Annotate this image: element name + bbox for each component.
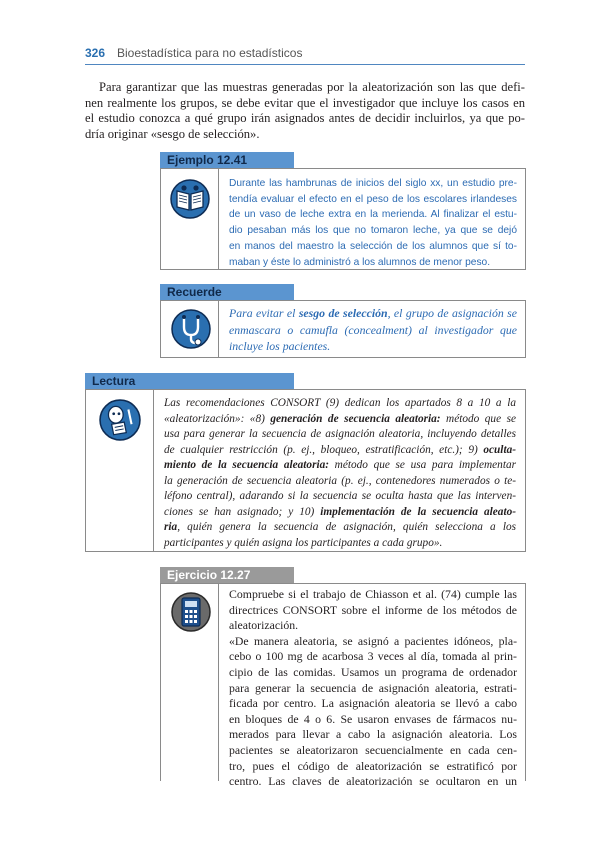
calculator-icon (171, 592, 211, 632)
lectura-emphasis: miento de la secuencia aleatoria: (164, 459, 330, 471)
lectura-line: participantes y quién asigna los participantes a cada grupo». (164, 536, 443, 549)
ejercicio-line: Compruebe si el trabajo de Chiasson et al. (74) cumple las (229, 587, 517, 601)
lectura-line (164, 412, 516, 428)
ejercicio-line: centro. Las claves de aleatorización se ocultaron en un (229, 774, 517, 789)
lectura-emphasis: ria (164, 521, 178, 533)
ejemplo-line: maban y éste lo administró a los alumnos de menor peso. (229, 256, 491, 268)
recuerde-icon-cell (161, 301, 219, 357)
intro-line: nen realmente los grupos, se debe evitar que el investigador que incluye los casos en (85, 95, 525, 110)
lectura-line (164, 520, 516, 536)
lectura-text-part: método que se usa para implementar (329, 459, 517, 471)
book-reader-icon (170, 179, 210, 219)
lectura-text-part: método que se (440, 412, 516, 425)
recuerde-line (229, 305, 517, 322)
reading-person-icon (99, 399, 141, 441)
lectura-text (164, 396, 516, 551)
lectura-line (164, 443, 516, 459)
lectura-label: Lectura (85, 373, 294, 389)
lectura-text-part: ciones se han asignado; y 10) (164, 505, 321, 518)
recuerde-label: Recuerde (160, 284, 294, 300)
ejercicio-line: tro, pues el código de aleatorización se estratificó por (229, 758, 517, 773)
lectura-line (164, 505, 516, 521)
lectura-line: Las recomendaciones CONSORT (9) dedican los apartados 8 a 10 a la (164, 397, 516, 409)
lectura-line: usa para generar la secuencia de asignación aleatoria, incluyendo detalles (164, 428, 516, 440)
ejemplo-line: de un vaso de leche extra en la merienda. Al finalizar el estu- (229, 209, 517, 221)
ejemplo-text (229, 176, 517, 270)
ejercicio-text (229, 587, 517, 790)
lectura-line: la generación de secuencia aleatoria (p. ej., contenedores numerados o te- (164, 474, 516, 487)
ejercicio-line: ficada por centro. La asignación aleatoria se llevó a cabo (229, 696, 517, 711)
lectura-text-part: de cualquier restricción (p. ej., bloqueo, estratificación, etc.); 9) (164, 443, 484, 456)
ejercicio-line: pacientes se aleatorizaron secuencialmente en cada cen- (229, 742, 517, 757)
ejercicio-line: cebo o 100 mg de acarbosa 3 veces al día, tomada al prin- (229, 649, 517, 664)
recuerde-text-part: Para evitar el (229, 306, 299, 320)
ejercicio-line: en bloques de 4 o 6. Se usaron envases de fármacos nu- (229, 711, 517, 726)
ejemplo-line: dio pesaban más los que no tomaron leche, ya que se dejó (229, 225, 517, 237)
lectura-emphasis: oculta- (483, 443, 516, 456)
ejercicio-line: «De manera aleatoria, se asignó a pacientes idóneos, pla- (229, 633, 517, 648)
ejemplo-icon-cell (161, 169, 219, 269)
lectura-line: léfono central), adarando si la secuencia se oculta hasta que las interven- (164, 490, 516, 502)
intro-line: el estudio conozca a qué grupo irán asignados antes de decidir incluirlos, ya que po- (85, 111, 525, 125)
lectura-icon-cell (86, 390, 154, 551)
ejercicio-line: directrices CONSORT sobre el informe de los métodos de (229, 602, 517, 617)
ejercicio-icon-cell (161, 584, 219, 781)
ejemplo-line: Durante las hambrunas de inicios del siglo xx, un estudio pre- (229, 178, 517, 189)
ejemplo-line: tendía evaluar el efecto en el peso de los escolares irlandeses (229, 193, 517, 205)
header-rule (85, 64, 525, 65)
lectura-line (164, 458, 516, 474)
ejemplo-label: Ejemplo 12.41 (160, 152, 294, 168)
recuerde-text (229, 305, 517, 355)
ejercicio-line: merados para llevar a cabo la asignación aleatoria. Los (229, 727, 517, 742)
lectura-emphasis: generación de secuencia aleatoria: (270, 412, 441, 425)
lectura-text-part: «aleatorización»: «8) (164, 412, 271, 425)
recuerde-emphasis: sesgo de selección (298, 306, 388, 320)
intro-paragraph (85, 80, 525, 142)
intro-line: Para garantizar que las muestras generadas por la aleatorización son las que defi- (99, 80, 525, 94)
recuerde-line: enmascara o camufla (concealment) al investigador que (229, 322, 517, 337)
page-header (85, 46, 525, 68)
running-title: Bioestadística para no estadísticos (117, 46, 303, 60)
ejemplo-line: en manos del maestro la selección de los alumnos que sí to- (229, 240, 517, 252)
recuerde-line: incluye los pacientes. (229, 339, 331, 353)
recuerde-box (160, 300, 526, 358)
ejercicio-line: cipio de las comidas. Usamos un programa de ordenador (229, 664, 517, 679)
recuerde-text-part: , el grupo de asignación se (387, 306, 517, 320)
lectura-box (85, 389, 526, 552)
ejercicio-line: para generar la secuencia de asignación aleatoria, estrati- (229, 680, 517, 695)
intro-line: dría originar «sesgo de selección». (85, 126, 260, 141)
page-number: 326 (85, 46, 106, 60)
lectura-emphasis: implementación de la secuencia aleato- (320, 505, 517, 518)
ejercicio-line: aleatorización. (229, 618, 299, 633)
ejemplo-box (160, 168, 526, 270)
ejercicio-box (160, 583, 526, 789)
ejercicio-label: Ejercicio 12.27 (160, 567, 294, 583)
lectura-text-part: , quién genera la secuencia de asignación, quién selecciona a los (177, 521, 516, 533)
stethoscope-icon (171, 309, 211, 349)
